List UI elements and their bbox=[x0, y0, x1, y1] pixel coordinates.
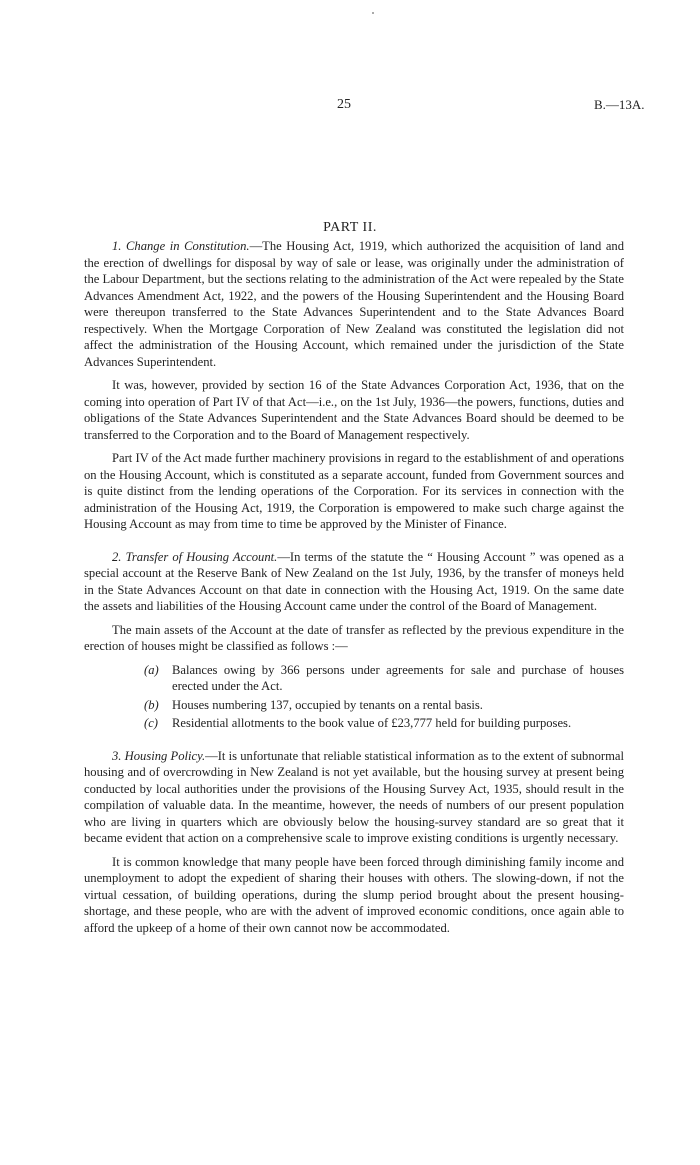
list-item-text: Residential allotments to the book value of £23,777 held for building purposes. bbox=[172, 716, 572, 730]
paragraph-text: Part IV of the Act made further machinery provisions in regard to the establishment of and operations on the Housing Account, which is constituted as a separate account, funded from Government sources and is quite distinct from the lending operations of the Corporation. For its services in connection with the administration of the Housing Act, 1919, the Corporation is empowered to make such charge against the Housing Account as may from time to time be approved by the Minister of Finance. bbox=[84, 451, 624, 531]
paragraph-text: —It is unfortunate that reliable statistical information as to the extent of subnormal housing and of overcrowding in New Zealand is not yet available, but the housing survey at present being conducted by local authorities under the provisions of the Housing Survey Act, 1935, should result in the compilation of valuable data. In the meantime, however, the needs of numbers of our present population who are living in quarters which are obviously below the housing-survey standard are so great that it became evident that action on a comprehensive scale to improve existing conditions is urgently necessary. bbox=[84, 748, 624, 845]
document-reference: B.—13A. bbox=[594, 97, 645, 112]
paragraph bbox=[84, 622, 624, 655]
paragraph-text: —The Housing Act, 1919, which authorized the acquisition of land and the erection of dwellings for disposal by way of sale or lease, was originally under the administration of the Labour Department, but the sections relating to the administration of the Act were repealed by the State Advances Amendment Act, 1922, and the powers of the Housing Superintendent and the Housing Board were thereupon transferred to the State Advances Superintendent and to the State Advances Board respectively. When the Mortgage Corporation of New Zealand was constituted the legislation did not affect the administration of the Housing Account, which remained under the jurisdiction of the State Advances Superintendent. bbox=[84, 239, 625, 369]
paragraph bbox=[84, 377, 624, 443]
page-number: 25 bbox=[337, 97, 351, 112]
list-marker: (c) bbox=[144, 716, 158, 730]
list-item bbox=[144, 715, 624, 732]
paragraph bbox=[84, 450, 624, 533]
paragraph-change-in-constitution bbox=[84, 238, 624, 370]
list-item-text: Houses numbering 137, occupied by tenants on a rental basis. bbox=[172, 697, 483, 712]
section-heading: 2. Transfer of Housing Account. bbox=[112, 549, 278, 564]
list-marker: (b) bbox=[144, 697, 159, 712]
paragraph-text: —In terms of the statute the “ Housing Account ” was opened as a special account at the Reserve Bank of New Zealand on the 1st July, 1936, by the transfer of moneys held in the State Advances Account on that date in connection with the Housing Act, 1919. On the same date the assets and liabilities of the Housing Account came under the control of the Board of Management. bbox=[84, 549, 624, 613]
body-text bbox=[84, 238, 624, 943]
section-heading: 3. Housing Policy. bbox=[112, 748, 206, 763]
part-heading: PART II. bbox=[323, 220, 377, 235]
list-item-text: Balances owing by 366 persons under agreements for sale and purchase of houses erected under the Act. bbox=[172, 662, 624, 693]
scan-mark bbox=[372, 12, 374, 14]
section-heading: 1. Change in Constitution. bbox=[112, 239, 250, 253]
assets-list bbox=[84, 662, 624, 732]
list-item bbox=[144, 662, 624, 695]
paragraph-transfer-of-housing-account bbox=[84, 549, 624, 615]
paragraph-housing-policy bbox=[84, 748, 624, 847]
list-item bbox=[144, 697, 624, 714]
paragraph-text: It was, however, provided by section 16 of the State Advances Corporation Act, 1936, that on the coming into operation of Part IV of that Act—i.e., on the 1st July, 1936—the powers, functions, duties and obligations of the State Advances Superintendent and the State Advances Board should be deemed to be transferred to the Corporation and to the Board of Management respectively. bbox=[84, 378, 624, 442]
paragraph-text: The main assets of the Account at the date of transfer as reflected by the previous expenditure in the erection of houses might be classified as follows :— bbox=[84, 622, 624, 653]
list-marker: (a) bbox=[144, 662, 159, 677]
paragraph-text: It is common knowledge that many people have been forced through diminishing family income and unemployment to adopt the expedient of sharing their houses with others. The slowing-down, if not the virtual cessation, of building operations, during the slump period brought about the present housing-shortage, and these people, who are with the advent of improved economic conditions, once again able to afford the upkeep of a home of their own cannot now be accommodated. bbox=[84, 854, 624, 935]
paragraph bbox=[84, 854, 624, 937]
